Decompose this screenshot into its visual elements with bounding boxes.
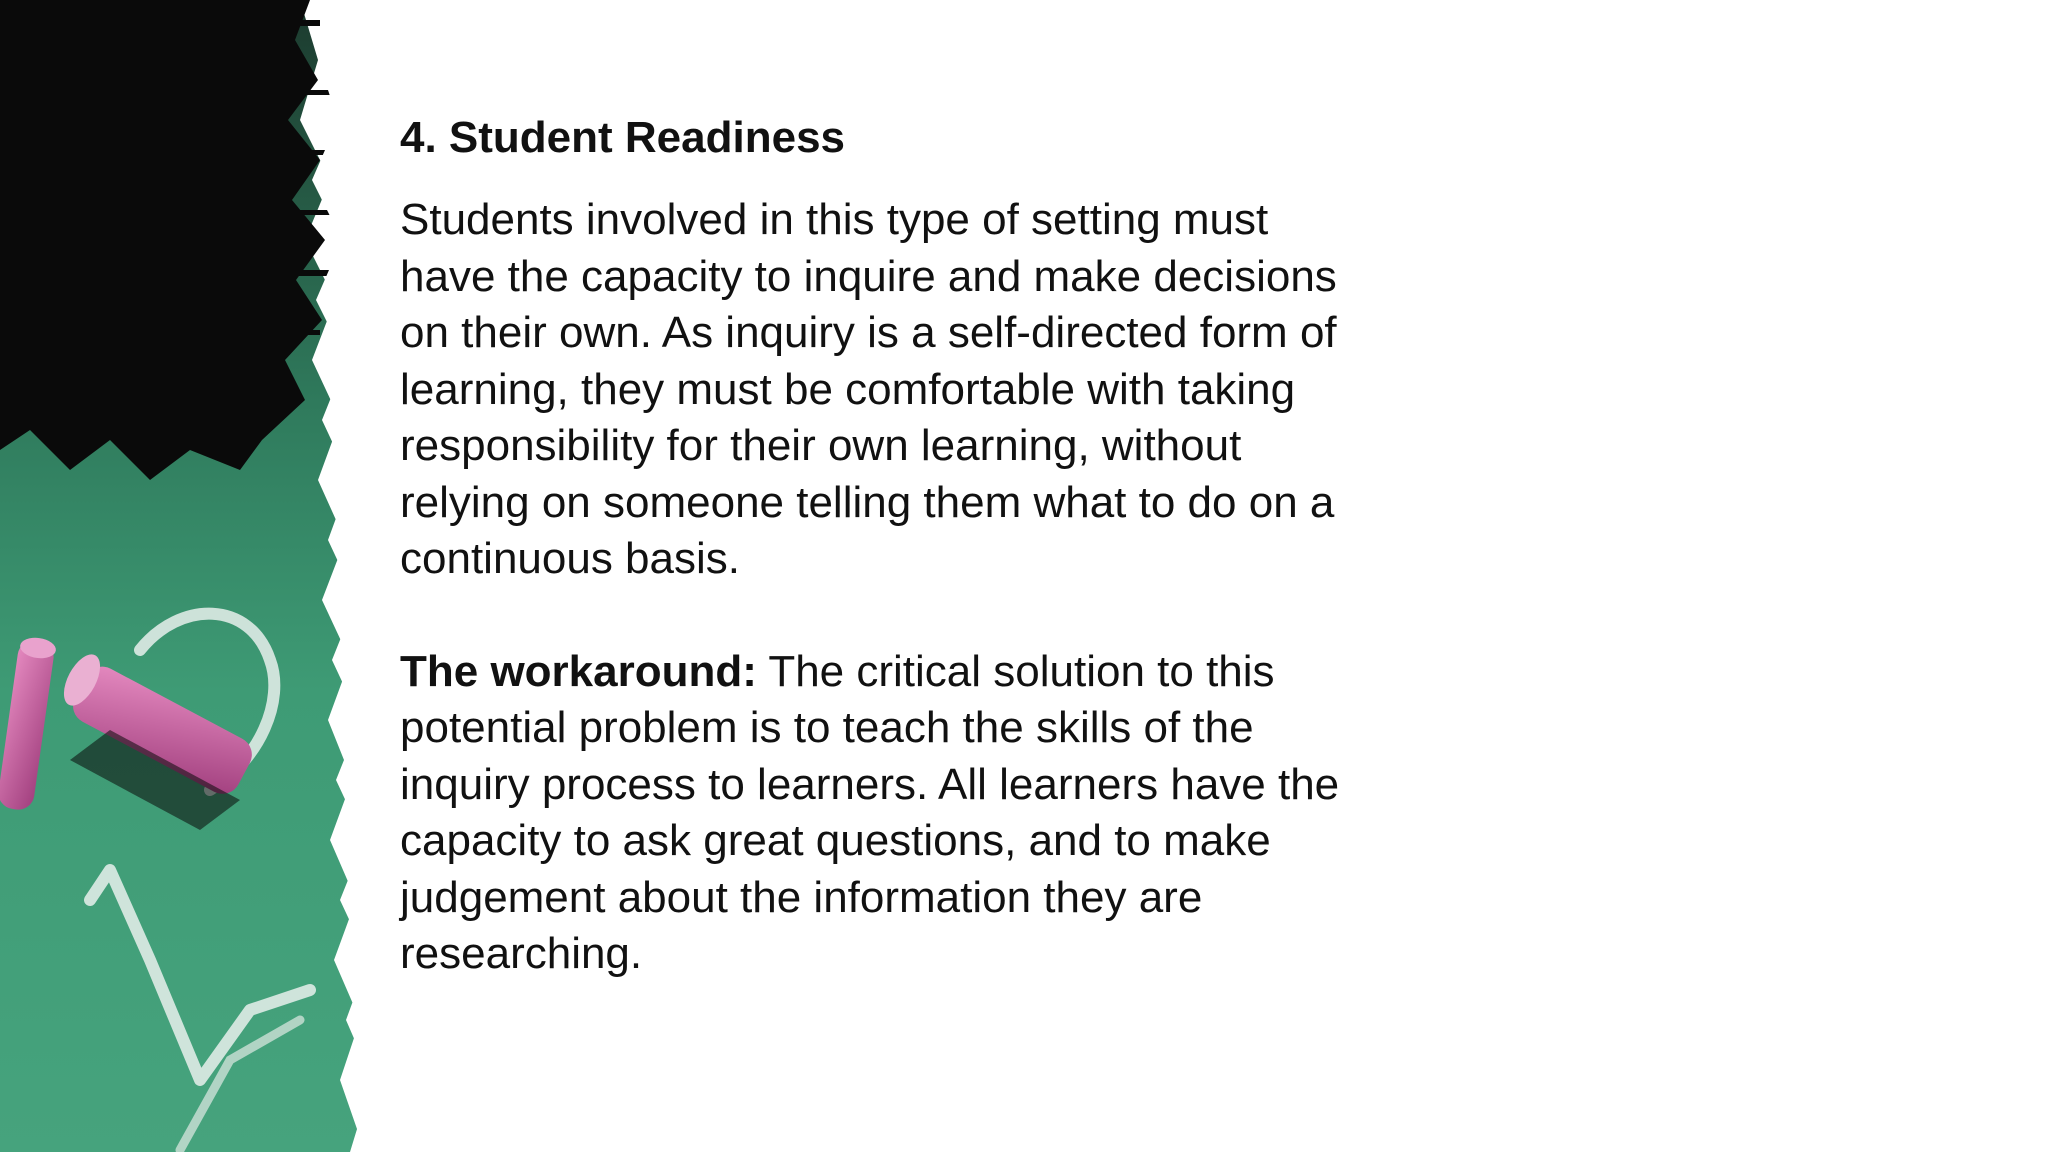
paragraph-workaround (400, 644, 1340, 983)
workaround-lead: The workaround: (400, 646, 757, 696)
slide-content (400, 110, 1340, 983)
chalkboard-decoration-image (0, 0, 420, 1152)
black-brush-stroke (0, 0, 325, 480)
workaround-body: The critical solution to this potential problem is to teach the skills of the inquiry process to learners. All learners have the capacity to ask great questions, and to make judgement about the information they are researching. (400, 646, 1340, 978)
slide-heading: 4. Student Readiness (400, 113, 846, 162)
paragraph-student-readiness: Students involved in this type of setting must have the capacity to inquire and make decisions on their own. As inquiry is a self-directed form of learning, they must be comfortable with taking responsibility for their own learning, without relying on someone telling them what to do on a continuous basis. (400, 195, 1337, 583)
